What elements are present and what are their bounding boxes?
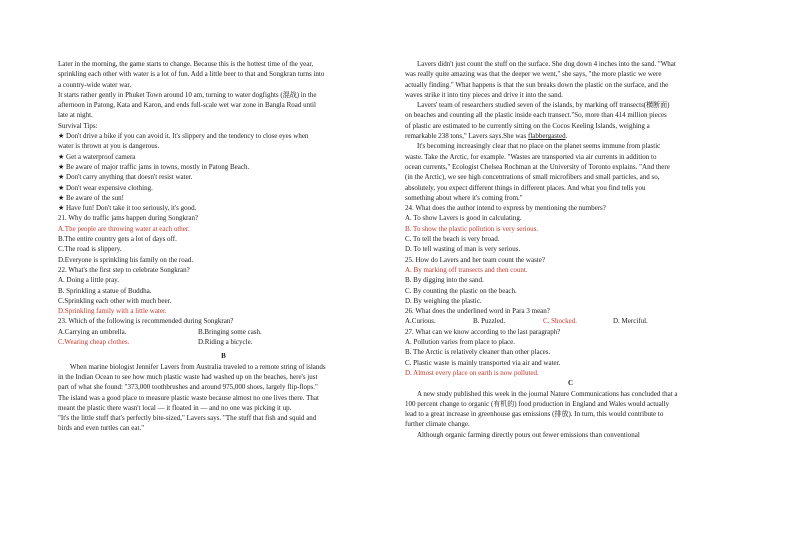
- text-line: of plastic are estimated to be currently sitting on the Cocos Keeling Islands, weighing a: [405, 121, 650, 130]
- question-24: [405, 203, 736, 254]
- question-21: [58, 213, 389, 264]
- text-line: meant the plastic there wasn't local — it floated in — and no one was picking it up.: [58, 403, 292, 412]
- paragraph-phuket: [58, 90, 389, 121]
- tip-item: ★ Get a waterproof camera: [58, 152, 136, 161]
- question-text: 22. What's the first step to celebrate Songkran?: [58, 265, 190, 274]
- tip-item: ★ Be aware of the sun!: [58, 193, 124, 202]
- survival-tips-heading: Survival Tips:: [58, 121, 98, 130]
- text-fragment: .: [565, 132, 568, 141]
- right-column: [405, 59, 736, 440]
- text-line: When marine biologist Jennifer Lavers from Australia traveled to a remote string of islands: [70, 362, 326, 371]
- option-c: C. Plastic waste is mainly transported via air and water.: [405, 358, 561, 367]
- text-line: ocean currents," Ecologist Chelsea Rochman at the University of Toronto explains. "And there: [405, 162, 670, 171]
- text-line: part of what she found: "373,000 toothbrushes and around 975,000 shoes, largely flip-flops.": [58, 383, 318, 392]
- option-d: D.Everyone is sprinkling his family on the road.: [58, 255, 194, 264]
- option-c: C. By counting the plastic on the beach.: [405, 286, 517, 295]
- option-c: C.Sprinkling each other with much beer.: [58, 296, 172, 305]
- text-line: late at night.: [58, 111, 93, 120]
- text-line: on beaches and counting all the plastic inside each transect."So, more than 414 million pieces: [405, 111, 667, 120]
- tip-item: water is thrown at you is dangerous.: [58, 142, 160, 151]
- text-line: absolutely, you expect different things in different places. And what you find tells you: [405, 183, 646, 192]
- left-column: [58, 59, 389, 434]
- question-25: [405, 255, 736, 306]
- option-a: A.Curious.: [405, 317, 436, 326]
- text-line: It starts rather gently in Phuket Town around 10 am, turning to water dogfights (混战) in the: [58, 90, 317, 99]
- question-26: [405, 306, 736, 327]
- text-line: was really quite amazing was that the deeper we went," she says, "the more plastic we were: [405, 70, 662, 79]
- question-text: 23. Which of the following is recommended during Songkran?: [58, 317, 234, 326]
- paragraph-lavers-intro: [58, 362, 389, 434]
- option-d: D. By weighing the plastic.: [405, 296, 482, 305]
- question-text: 25. How do Lavers and her team count the waste?: [405, 255, 545, 264]
- tip-item: ★ Don't carry anything that doesn't resist water.: [58, 173, 193, 182]
- section-c-heading: C: [567, 379, 574, 388]
- option-d: D. Merciful.: [613, 317, 648, 326]
- question-22: [58, 265, 389, 316]
- option-a: A. To show Lavers is good in calculating.: [405, 214, 522, 223]
- option-a: A. Pollution varies from place to place.: [405, 338, 516, 347]
- text-line: in the Indian Ocean to see how much plastic waste had washed up on the beaches, here's just: [58, 372, 318, 381]
- question-text: 26. What does the underlined word in Para 3 mean?: [405, 307, 550, 316]
- option-b: B. Sprinkling a statue of Buddha.: [58, 286, 152, 295]
- option-b: B. Puzzled.: [473, 317, 506, 326]
- option-a: A.Carrying an umbrella.: [58, 327, 127, 336]
- paragraph-digging: [405, 59, 736, 100]
- paragraph-organic-study: [405, 389, 736, 440]
- text-line: Lavers' team of researchers studied seven of the islands, by marking off transects(横断面): [417, 101, 670, 110]
- text-line: 100 percent change to organic (有机的) food production in England and Wales would actually: [405, 399, 670, 408]
- text-line: "It's the little stuff that's perfectly bite-sized," Lavers says. "The stuff that fish and squid and: [58, 414, 317, 423]
- paragraph-arctic: [405, 141, 736, 203]
- text-line: waves strike it into tiny pieces and drive it into the sand.: [405, 90, 563, 99]
- option-d-answer: D. Almost every place on earth is now polluted.: [405, 368, 539, 377]
- tip-item: ★ Have fun! Don't take it too seriously, it's good.: [58, 204, 197, 213]
- text-line: Later in the morning, the game starts to change. Because this is the hottest time of the year,: [58, 60, 314, 68]
- option-b: B.The entire country gets a lot of days off.: [58, 235, 177, 244]
- underlined-word: flabbergasted: [528, 132, 566, 141]
- text-line: a country-wide water war.: [58, 80, 132, 89]
- question-text: 24. What does the author intend to express by mentioning the numbers?: [405, 204, 606, 213]
- text-fragment: remarkable 238 tons," Lavers says.She was: [405, 132, 528, 141]
- text-line: lead to a great increase in greenhouse gas emissions (排放). In turn, this would contribute to: [405, 410, 664, 419]
- option-c: C.The road is slippery.: [58, 245, 122, 254]
- tip-item: ★ Don't drive a bike if you can avoid it. It's slippery and the tendency to close eyes when: [58, 132, 309, 141]
- option-d: D. To tell wasting of man is very serious.: [405, 245, 521, 254]
- text-line: further climate change.: [405, 420, 470, 429]
- option-d: D.Riding a bicycle.: [198, 338, 253, 347]
- question-23: [58, 316, 389, 347]
- text-line: (in the Arctic), we see high concentrations of small microfibers and small particles, and so,: [405, 173, 660, 182]
- option-b: B. The Arctic is relatively cleaner than other places.: [405, 348, 551, 357]
- paragraph-songkran-morning: [58, 59, 389, 90]
- option-a-answer: A. By marking off transects and then count.: [405, 265, 528, 274]
- tip-item: ★ Don't wear expensive clothing.: [58, 183, 153, 192]
- paragraph-transects: [405, 100, 736, 141]
- text-line: something about where it's coming from.": [405, 193, 523, 202]
- option-a-answer: A.The people are throwing water at each other.: [58, 224, 190, 233]
- text-line: Lavers didn't just count the stuff on the surface. She dug down 4 inches into the sand. "What: [417, 60, 676, 68]
- text-line: sprinkling each other with water is a lot of fun. Add a little beer to that and Songkran turns into: [58, 70, 325, 79]
- text-line: waste. Take the Arctic, for example. "Wastes are transported via air currents in addition to: [405, 152, 657, 161]
- option-c-answer: C.Wearing cheap clothes.: [58, 338, 130, 347]
- option-b-answer: B. To show the plastic pollution is very serious.: [405, 224, 539, 233]
- question-text: 21. Why do traffic jams happen during Songkran?: [58, 214, 199, 223]
- question-27: [405, 327, 736, 378]
- options-row: [405, 316, 736, 326]
- option-c: C. To tell the beach is very broad.: [405, 235, 500, 244]
- text-line: [405, 131, 736, 141]
- question-text: 27. What can we know according to the last paragraph?: [405, 327, 561, 336]
- options-row: [58, 337, 389, 347]
- section-b-heading: B: [221, 352, 226, 361]
- option-d-answer: D.Sprinkling family with a little water.: [58, 307, 167, 316]
- options-row: [58, 327, 389, 337]
- text-line: A new study published this week in the journal Nature Communications has concluded that a: [417, 389, 678, 398]
- text-line: The island was a good place to measure plastic waste because almost no one lives there. That: [58, 393, 319, 402]
- option-a: A. Doing a little pray.: [58, 276, 119, 285]
- text-line: actually finding." What happens is that the sun breaks down the plastic on the surface, and the: [405, 80, 669, 89]
- text-line: Although organic farming directly pours out fewer emissions than conventional: [417, 430, 640, 439]
- text-line: birds and even turtles can eat.": [58, 424, 145, 433]
- text-line: It's becoming increasingly clear that no place on the planet seems immune from plastic: [417, 142, 661, 151]
- tip-item: ★ Be aware of major traffic jams in towns, mostly in Patong Beach.: [58, 162, 250, 171]
- option-c-answer: C. Shocked.: [543, 317, 578, 326]
- survival-tips-list: [58, 131, 389, 213]
- text-line: afternoon in Patong, Kata and Karon, and ends full-scale wet war zone in Bangla Road until: [58, 101, 316, 110]
- option-b: B. By digging into the sand.: [405, 276, 484, 285]
- option-b: B.Bringing some cash.: [198, 327, 262, 336]
